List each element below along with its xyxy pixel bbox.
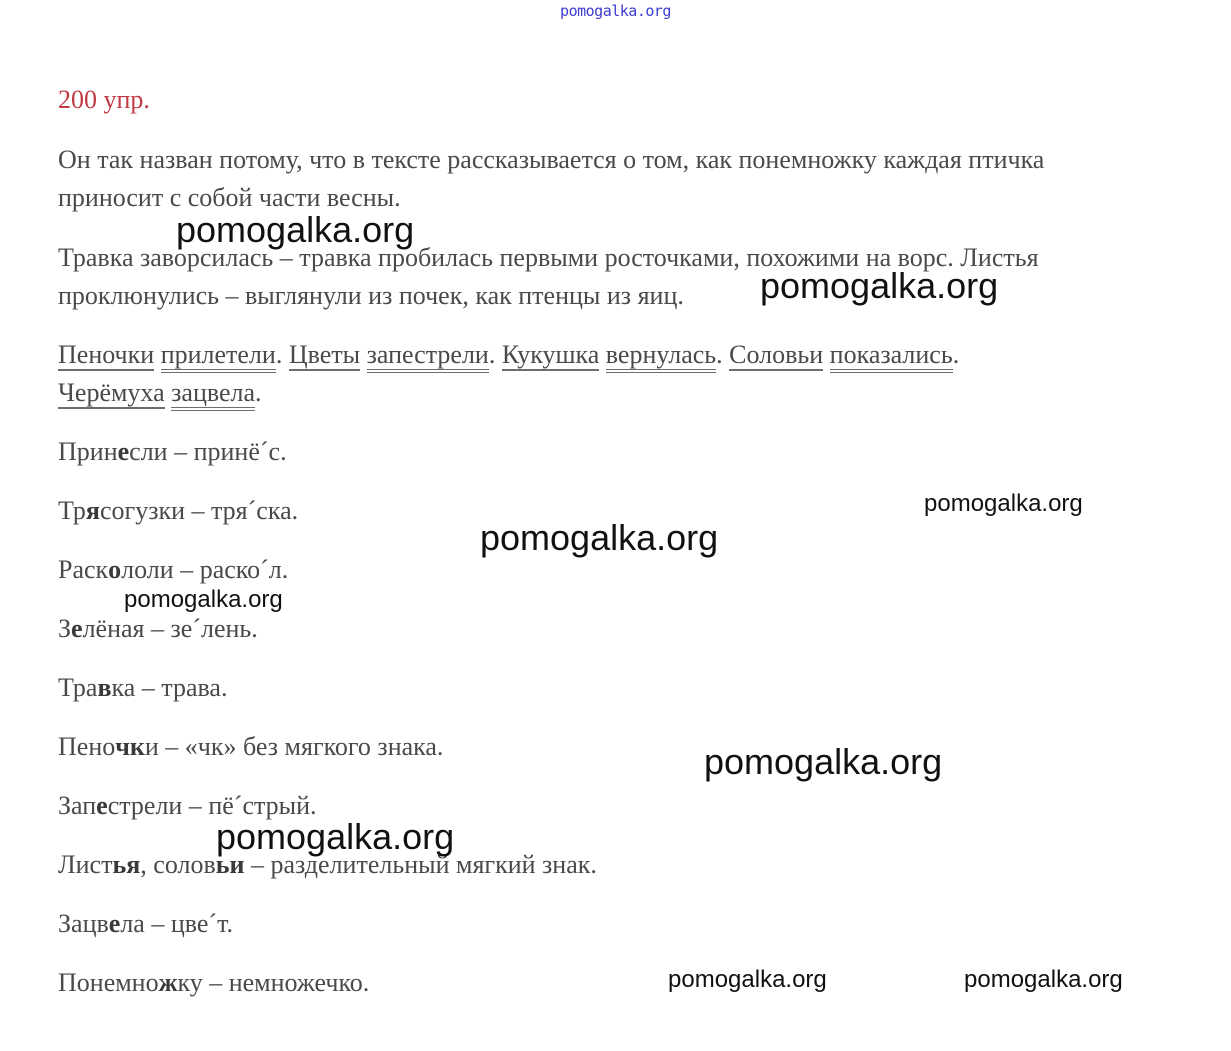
watermark: pomogalka.org	[924, 490, 1083, 517]
item-10: Понемножку – немножечко.	[58, 968, 370, 997]
watermark: pomogalka.org	[668, 966, 827, 993]
predicate-word: запестрели	[367, 340, 489, 373]
exercise-heading: 200 упр.	[58, 85, 150, 114]
para2-line2: проклюнулись – выглянули из почек, как птенцы из яиц.	[58, 281, 684, 310]
item-6: Пеночки – «чк» без мягкого знака.	[58, 732, 444, 761]
item-1: Принесли – принё´с.	[58, 437, 287, 466]
watermark: pomogalka.org	[760, 265, 999, 306]
watermark: pomogalka.org	[216, 816, 455, 857]
site-label: pomogalka.org	[560, 2, 671, 20]
watermark: pomogalka.org	[176, 209, 415, 250]
sentence-separator: .	[255, 378, 262, 407]
sentence-separator: .	[275, 340, 289, 369]
watermark: pomogalka.org	[704, 741, 943, 782]
predicate-word: прилетели	[161, 340, 276, 373]
sentence-separator: .	[716, 340, 730, 369]
item-4: Зелёная – зе´лень.	[58, 614, 258, 643]
parsed-sentences-line2	[58, 374, 262, 412]
para1-line2: приносит с собой части весны.	[58, 183, 401, 212]
subject-word: Цветы	[288, 340, 361, 369]
predicate-word: зацвела	[171, 378, 255, 411]
sentence-separator: .	[952, 340, 960, 369]
parsed-sentences-line1	[58, 336, 959, 374]
item-2: Трясогузки – тря´ска.	[58, 496, 299, 525]
subject-word: Кукушка	[501, 340, 600, 369]
watermark: pomogalka.org	[964, 966, 1123, 993]
predicate-word: показались	[830, 340, 953, 373]
item-9: Зацвела – цве´т.	[58, 909, 233, 938]
item-8: Листья, соловьи – разделительный мягкий знак.	[58, 850, 597, 879]
watermark: pomogalka.org	[124, 586, 283, 613]
subject-word: Соловьи	[729, 340, 824, 369]
watermark: pomogalka.org	[480, 517, 719, 558]
para1-line1: Он так назван потому, что в тексте рассказывается о том, как понемножку каждая птичка	[58, 145, 1045, 174]
item-5: Травка – трава.	[58, 673, 228, 702]
item-7: Запестрели – пё´стрый.	[58, 791, 317, 820]
sentence-separator: .	[488, 340, 502, 369]
item-3: Раскололи – раско´л.	[58, 555, 289, 584]
para2-line1: Травка заворсилась – травка пробилась первыми росточками, похожими на ворс. Листья	[58, 243, 1039, 272]
subject-word: Пеночки	[58, 340, 155, 369]
predicate-word: вернулась	[606, 340, 716, 373]
subject-word: Черёмуха	[58, 378, 165, 407]
